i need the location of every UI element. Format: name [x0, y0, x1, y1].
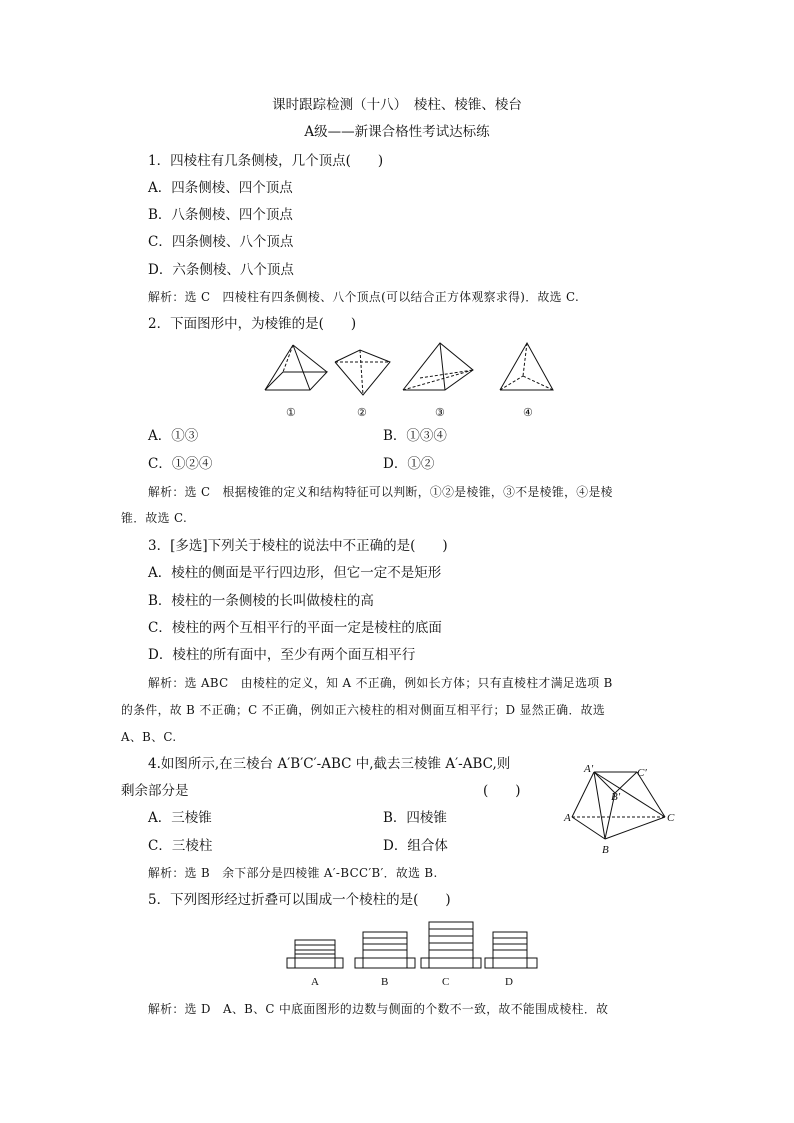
q4-label-b1: B′ [611, 791, 621, 803]
q4-figure-frustum [560, 760, 680, 855]
q2-solution-line2: 锥．故选 C. [121, 511, 188, 525]
q2-figure-label-4: ④ [523, 407, 533, 419]
page-title: 课时跟踪检测（十八） 棱柱、棱锥、棱台 [272, 97, 522, 113]
q4-option-d: D．组合体 [383, 838, 448, 854]
q1-option-d: D．六条侧棱、八个顶点 [148, 262, 294, 278]
q4-option-b: B．四棱锥 [383, 810, 447, 826]
q3-solution-line3: A、B、C. [121, 730, 177, 744]
q2-figure-label-2: ② [357, 407, 367, 419]
q2-figure-label-3: ③ [435, 407, 445, 419]
q5-figure-label-a: A [311, 976, 319, 988]
q2-solution-line1: 解析：选 C 根据棱锥的定义和结构特征可以判断，①②是棱锥，③不是棱锥，④是棱 [148, 485, 613, 499]
q4-label-c: C [667, 812, 675, 824]
q5-stem: 5．下列图形经过折叠可以围成一个棱柱的是( ) [148, 892, 451, 908]
q4-solution: 解析：选 B 余下部分是四棱锥 A′-BCC′B′．故选 B. [148, 866, 438, 880]
q3-stem: 3．[多选]下列关于棱柱的说法中不正确的是( ) [148, 538, 448, 554]
q4-label-c1: C′ [637, 767, 647, 779]
q4-label-a1: A′ [584, 763, 594, 775]
q5-figure-label-d: D [505, 976, 513, 988]
q1-option-c: C．四条侧棱、八个顶点 [148, 234, 294, 250]
q4-option-c: C．三棱柱 [148, 838, 213, 854]
q2-option-c: C．①②④ [148, 456, 213, 472]
q1-option-a: A．四条侧棱、四个顶点 [148, 180, 293, 196]
q1-stem: 1．四棱柱有几条侧棱，几个顶点( ) [148, 153, 384, 169]
q3-option-c: C．棱柱的两个互相平行的平面一定是棱柱的底面 [148, 620, 442, 636]
q3-option-d: D．棱柱的所有面中，至少有两个面互相平行 [148, 647, 416, 663]
q1-solution: 解析：选 C 四棱柱有四条侧棱、八个顶点(可以结合正方体观察求得)．故选 C. [148, 290, 580, 304]
q4-stem-line1: 4.如图所示,在三棱台 A′B′C′-ABC 中,截去三棱锥 A′-ABC,则 [148, 756, 511, 772]
q4-label-b: B [602, 844, 609, 856]
q5-figure-nets [285, 920, 545, 972]
q4-stem-line2: 剩余部分是 [121, 783, 189, 799]
q1-option-b: B．八条侧棱、四个顶点 [148, 207, 293, 223]
q2-option-b: B．①③④ [383, 428, 447, 444]
q4-label-a: A [564, 812, 571, 824]
q5-solution: 解析：选 D A、B、C 中底面图形的边数与侧面的个数不一致，故不能围成棱柱．故 [148, 1002, 609, 1016]
q2-figure-pyramids [255, 340, 565, 422]
q3-option-a: A．棱柱的侧面是平行四边形，但它一定不是矩形 [148, 565, 442, 581]
q3-solution-line1: 解析：选 ABC 由棱柱的定义，知 A 不正确，例如长方体；只有直棱柱才满足选项 B [148, 676, 613, 690]
q5-figure-label-c: C [442, 976, 450, 988]
q2-figure-label-1: ① [286, 407, 296, 419]
q2-stem: 2．下面图形中，为棱锥的是( ) [148, 316, 357, 332]
q2-option-a: A．①③ [148, 428, 199, 444]
q5-figure-label-b: B [381, 976, 389, 988]
q3-option-b: B．棱柱的一条侧棱的长叫做棱柱的高 [148, 593, 374, 609]
q4-answer-paren: ( ) [483, 783, 521, 799]
q2-option-d: D．①② [383, 456, 435, 472]
page-subtitle: A级——新课合格性考试达标练 [304, 124, 490, 140]
q3-solution-line2: 的条件，故 B 不正确；C 不正确，例如正六棱柱的相对侧面互相平行；D 显然正确．故选 [121, 703, 606, 717]
q4-option-a: A．三棱锥 [148, 810, 212, 826]
